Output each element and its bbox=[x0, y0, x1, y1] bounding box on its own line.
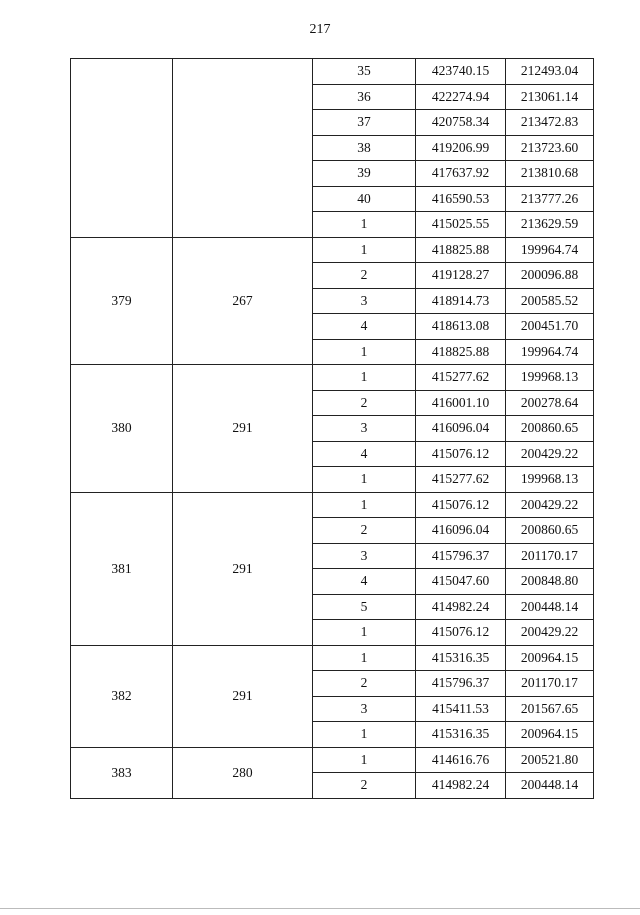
y-coordinate-cell: 213472.83 bbox=[506, 110, 594, 136]
page-bottom-edge bbox=[0, 908, 640, 909]
y-coordinate-cell: 200096.88 bbox=[506, 263, 594, 289]
y-coordinate-cell: 199964.74 bbox=[506, 237, 594, 263]
x-coordinate-cell: 415796.37 bbox=[416, 671, 506, 697]
parcel-id-cell: 383 bbox=[71, 747, 173, 798]
x-coordinate-cell: 419128.27 bbox=[416, 263, 506, 289]
x-coordinate-cell: 415076.12 bbox=[416, 620, 506, 646]
point-number-cell: 3 bbox=[313, 543, 416, 569]
point-number-cell: 1 bbox=[313, 492, 416, 518]
y-coordinate-cell: 199968.13 bbox=[506, 365, 594, 391]
y-coordinate-cell: 213629.59 bbox=[506, 212, 594, 238]
point-number-cell: 3 bbox=[313, 416, 416, 442]
y-coordinate-cell: 200429.22 bbox=[506, 620, 594, 646]
point-number-cell: 4 bbox=[313, 314, 416, 340]
x-coordinate-cell: 414982.24 bbox=[416, 594, 506, 620]
x-coordinate-cell: 423740.15 bbox=[416, 59, 506, 85]
sheet-number-cell: 280 bbox=[173, 747, 313, 798]
y-coordinate-cell: 200448.14 bbox=[506, 773, 594, 799]
y-coordinate-cell: 200521.80 bbox=[506, 747, 594, 773]
point-number-cell: 39 bbox=[313, 161, 416, 187]
x-coordinate-cell: 422274.94 bbox=[416, 84, 506, 110]
y-coordinate-cell: 201170.17 bbox=[506, 543, 594, 569]
point-number-cell: 1 bbox=[313, 237, 416, 263]
sheet-number-cell: 291 bbox=[173, 492, 313, 645]
x-coordinate-cell: 415047.60 bbox=[416, 569, 506, 595]
y-coordinate-cell: 199964.74 bbox=[506, 339, 594, 365]
y-coordinate-cell: 200964.15 bbox=[506, 645, 594, 671]
x-coordinate-cell: 415411.53 bbox=[416, 696, 506, 722]
point-number-cell: 38 bbox=[313, 135, 416, 161]
coordinates-table bbox=[70, 58, 594, 799]
x-coordinate-cell: 415025.55 bbox=[416, 212, 506, 238]
point-number-cell: 5 bbox=[313, 594, 416, 620]
table-row bbox=[71, 365, 594, 391]
x-coordinate-cell: 419206.99 bbox=[416, 135, 506, 161]
point-number-cell: 36 bbox=[313, 84, 416, 110]
y-coordinate-cell: 200429.22 bbox=[506, 492, 594, 518]
sheet-number-cell: 291 bbox=[173, 365, 313, 493]
point-number-cell: 2 bbox=[313, 263, 416, 289]
x-coordinate-cell: 418825.88 bbox=[416, 339, 506, 365]
point-number-cell: 1 bbox=[313, 467, 416, 493]
parcel-id-cell bbox=[71, 59, 173, 238]
y-coordinate-cell: 200848.80 bbox=[506, 569, 594, 595]
table-row bbox=[71, 645, 594, 671]
x-coordinate-cell: 415316.35 bbox=[416, 722, 506, 748]
y-coordinate-cell: 200278.64 bbox=[506, 390, 594, 416]
page-number: 217 bbox=[309, 22, 331, 37]
y-coordinate-cell: 200451.70 bbox=[506, 314, 594, 340]
parcel-id-cell: 380 bbox=[71, 365, 173, 493]
x-coordinate-cell: 416096.04 bbox=[416, 518, 506, 544]
x-coordinate-cell: 416001.10 bbox=[416, 390, 506, 416]
x-coordinate-cell: 416590.53 bbox=[416, 186, 506, 212]
point-number-cell: 2 bbox=[313, 518, 416, 544]
x-coordinate-cell: 418825.88 bbox=[416, 237, 506, 263]
y-coordinate-cell: 200860.65 bbox=[506, 416, 594, 442]
point-number-cell: 4 bbox=[313, 441, 416, 467]
point-number-cell: 4 bbox=[313, 569, 416, 595]
y-coordinate-cell: 213810.68 bbox=[506, 161, 594, 187]
x-coordinate-cell: 418914.73 bbox=[416, 288, 506, 314]
point-number-cell: 1 bbox=[313, 339, 416, 365]
x-coordinate-cell: 415076.12 bbox=[416, 441, 506, 467]
point-number-cell: 3 bbox=[313, 288, 416, 314]
point-number-cell: 1 bbox=[313, 722, 416, 748]
point-number-cell: 2 bbox=[313, 390, 416, 416]
y-coordinate-cell: 201567.65 bbox=[506, 696, 594, 722]
x-coordinate-cell: 417637.92 bbox=[416, 161, 506, 187]
point-number-cell: 1 bbox=[313, 365, 416, 391]
point-number-cell: 2 bbox=[313, 773, 416, 799]
point-number-cell: 1 bbox=[313, 645, 416, 671]
x-coordinate-cell: 420758.34 bbox=[416, 110, 506, 136]
y-coordinate-cell: 213061.14 bbox=[506, 84, 594, 110]
table-row bbox=[71, 237, 594, 263]
y-coordinate-cell: 200429.22 bbox=[506, 441, 594, 467]
y-coordinate-cell: 201170.17 bbox=[506, 671, 594, 697]
point-number-cell: 2 bbox=[313, 671, 416, 697]
y-coordinate-cell: 200448.14 bbox=[506, 594, 594, 620]
x-coordinate-cell: 418613.08 bbox=[416, 314, 506, 340]
point-number-cell: 40 bbox=[313, 186, 416, 212]
x-coordinate-cell: 415796.37 bbox=[416, 543, 506, 569]
parcel-id-cell: 379 bbox=[71, 237, 173, 365]
point-number-cell: 1 bbox=[313, 212, 416, 238]
y-coordinate-cell: 200585.52 bbox=[506, 288, 594, 314]
table-row bbox=[71, 747, 594, 773]
x-coordinate-cell: 414982.24 bbox=[416, 773, 506, 799]
x-coordinate-cell: 416096.04 bbox=[416, 416, 506, 442]
y-coordinate-cell: 200860.65 bbox=[506, 518, 594, 544]
point-number-cell: 1 bbox=[313, 620, 416, 646]
y-coordinate-cell: 212493.04 bbox=[506, 59, 594, 85]
parcel-id-cell: 382 bbox=[71, 645, 173, 747]
parcel-id-cell: 381 bbox=[71, 492, 173, 645]
point-number-cell: 35 bbox=[313, 59, 416, 85]
y-coordinate-cell: 199968.13 bbox=[506, 467, 594, 493]
y-coordinate-cell: 213723.60 bbox=[506, 135, 594, 161]
x-coordinate-cell: 415277.62 bbox=[416, 365, 506, 391]
x-coordinate-cell: 414616.76 bbox=[416, 747, 506, 773]
sheet-number-cell bbox=[173, 59, 313, 238]
sheet-number-cell: 267 bbox=[173, 237, 313, 365]
table-row bbox=[71, 59, 594, 85]
y-coordinate-cell: 213777.26 bbox=[506, 186, 594, 212]
point-number-cell: 1 bbox=[313, 747, 416, 773]
y-coordinate-cell: 200964.15 bbox=[506, 722, 594, 748]
table-row bbox=[71, 492, 594, 518]
point-number-cell: 3 bbox=[313, 696, 416, 722]
x-coordinate-cell: 415076.12 bbox=[416, 492, 506, 518]
point-number-cell: 37 bbox=[313, 110, 416, 136]
x-coordinate-cell: 415277.62 bbox=[416, 467, 506, 493]
x-coordinate-cell: 415316.35 bbox=[416, 645, 506, 671]
sheet-number-cell: 291 bbox=[173, 645, 313, 747]
